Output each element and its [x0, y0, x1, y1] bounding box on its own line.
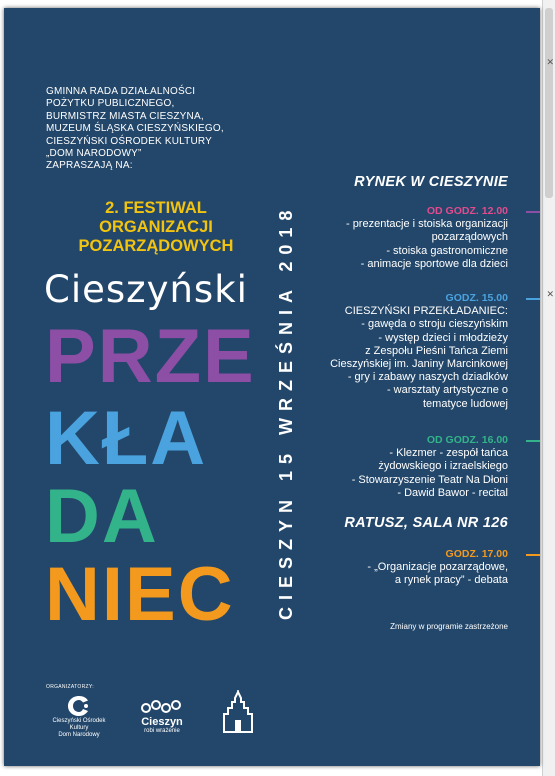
- program-line: - warsztaty artystyczne o: [386, 384, 508, 397]
- program-line: - Klezmer - zespół tańca: [389, 447, 508, 460]
- scrollbar[interactable]: [545, 8, 553, 198]
- organizer-line: MUZEUM ŚLĄSKA CIESZYŃSKIEGO,: [46, 123, 224, 135]
- title-kla: KŁA: [45, 396, 208, 481]
- program-block-17: [367, 548, 508, 588]
- program-line: - występ dzieci i młodzieży: [378, 331, 508, 344]
- program-line: pozarządowych: [431, 231, 508, 244]
- program-line: tematyce ludowej: [423, 397, 508, 410]
- festival-title: [46, 199, 266, 256]
- accent-tick: [526, 440, 540, 442]
- program-line: żydowskiego i izraelskiego: [378, 460, 508, 473]
- cieszyn-logo: [132, 698, 192, 735]
- close-icon[interactable]: ✕: [546, 290, 554, 300]
- sponsors-label: ORGANIZATORZY:: [46, 684, 94, 690]
- program-block-12: [346, 205, 508, 271]
- museum-logo: [218, 690, 258, 734]
- organizers-intro: [46, 86, 266, 173]
- organizer-line: CIESZYŃSKI OŚRODEK KULTURY: [46, 135, 212, 147]
- program-line: - Dawid Bawor - recital: [397, 486, 508, 499]
- organizer-line: BURMISTRZ MIASTA CIESZYNA,: [46, 110, 204, 122]
- cok-logo-icon: [66, 694, 92, 718]
- festival-line: ORGANIZACJI: [99, 218, 213, 236]
- accent-tick: [526, 554, 540, 556]
- time-label: OD GODZ. 16.00: [426, 434, 508, 446]
- program-line: z Zespołu Pieśni Tańca Ziemi: [365, 344, 508, 357]
- time-label: OD GODZ. 12.00: [426, 205, 508, 217]
- program-line: - gry i zabawy naszych dziadków: [347, 371, 508, 384]
- program-block-15: [330, 292, 508, 411]
- festival-line: POZARZĄDOWYCH: [78, 237, 234, 255]
- organizer-line: POŻYTKU PUBLICZNEGO,: [46, 98, 175, 110]
- poster: [4, 8, 540, 766]
- program-line: CIESZYŃSKI PRZEKŁADANIEC:: [344, 305, 508, 318]
- program-line: - prezentacje i stoiska organizacji: [345, 218, 508, 231]
- time-label: GODZ. 17.00: [445, 548, 508, 560]
- title-da: DA: [45, 474, 159, 559]
- festival-line: 2. FESTIWAL: [105, 199, 207, 217]
- program-line: - „Organizacje pozarządowe,: [367, 561, 508, 574]
- cok-logo-text: Cieszyński Ośrodek Kultury Dom Narodowy: [52, 718, 106, 738]
- program-line: a rynek pracy” - debata: [394, 574, 508, 587]
- close-icon[interactable]: ✕: [546, 58, 554, 68]
- window-right-edge: [542, 0, 555, 776]
- organizer-line: „DOM NARODOWY”: [46, 148, 142, 160]
- program-line: - stoiska gastronomiczne: [386, 244, 508, 257]
- cieszyn-logo-text: Cieszyn: [141, 716, 183, 728]
- date-location-vertical: CIESZYN 15 WRZEŚNIA 2018: [276, 203, 296, 620]
- program-line: - animacje sportowe dla dzieci: [360, 257, 508, 270]
- program-line: Cieszyńskiej im. Janiny Marcinkowej: [330, 358, 508, 371]
- program-line: - Stowarzyszenie Teatr Na Dłoni: [351, 473, 508, 486]
- title-prze: PRZE: [45, 314, 256, 399]
- castle-tower-icon: [220, 690, 256, 734]
- title-niec: NIEC: [45, 552, 235, 637]
- program-line: - gawęda o stroju cieszyńskim: [361, 318, 508, 331]
- organizer-line: ZAPRASZAJĄ NA:: [46, 160, 133, 172]
- script-title: Cieszyński: [44, 268, 248, 311]
- ratusz-heading: RATUSZ, SALA NR 126: [344, 515, 508, 531]
- organizer-line: GMINNA RADA DZIAŁALNOŚCI: [46, 86, 196, 97]
- accent-tick: [526, 211, 540, 213]
- rynek-heading: RYNEK W CIESZYNIE: [354, 174, 508, 190]
- cok-logo: [44, 694, 114, 739]
- cieszyn-logo-subtext: robi wrażenie: [144, 728, 180, 734]
- accent-tick: [526, 298, 540, 300]
- program-block-16: [352, 434, 508, 500]
- changes-note: Zmiany w programie zastrzeżone: [390, 622, 508, 631]
- time-label: GODZ. 15.00: [445, 292, 508, 304]
- cieszyn-logo-icon: [140, 698, 184, 716]
